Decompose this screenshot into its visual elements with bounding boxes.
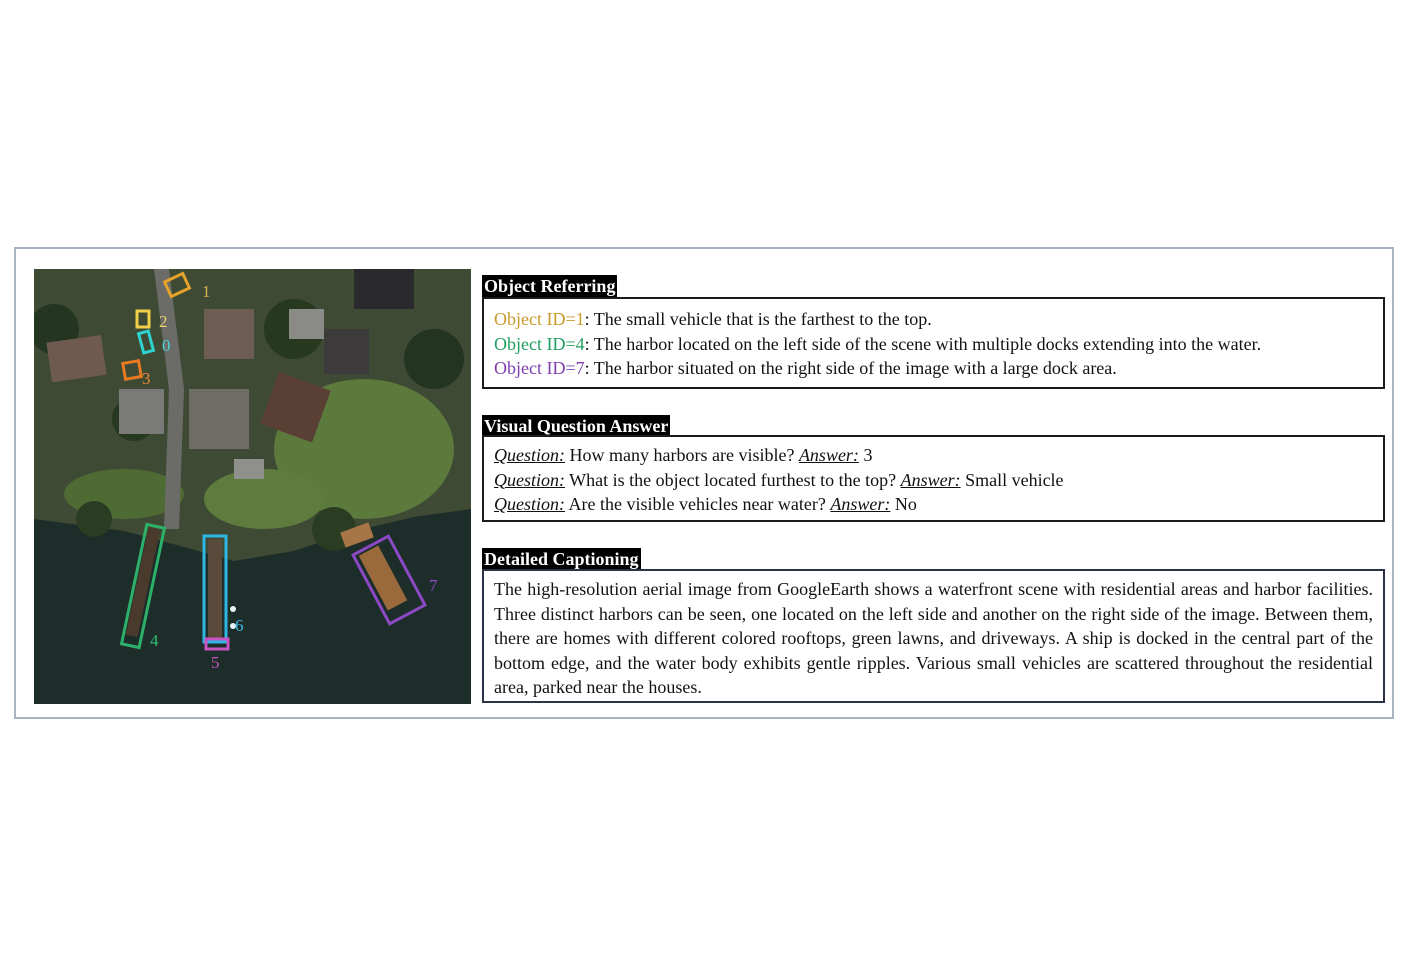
- referring-text-1: : The small vehicle that is the farthest to the top.: [584, 309, 932, 329]
- label-object-0: 0: [162, 336, 171, 355]
- question-text: What is the object located furthest to the top?: [565, 469, 901, 490]
- object-referring-box: [482, 297, 1385, 389]
- referring-item-1: [494, 307, 1373, 332]
- answer-label: Answer:: [830, 494, 891, 514]
- answer-text: 3: [858, 445, 873, 465]
- object-referring-title: Object Referring: [484, 276, 616, 296]
- question-text: How many harbors are visible?: [565, 445, 799, 465]
- question-label: Question:: [494, 494, 565, 514]
- referring-text-3: : The harbor situated on the right side of the image with a large dock area.: [584, 358, 1117, 378]
- aerial-image: [34, 269, 471, 704]
- referring-item-3: [494, 356, 1373, 381]
- question-label: Question:: [494, 445, 565, 465]
- label-object-4: 4: [150, 631, 159, 650]
- label-object-1: 1: [202, 282, 211, 301]
- answer-text: Small vehicle: [960, 469, 1064, 490]
- label-object-5: 5: [211, 653, 220, 672]
- referring-id-1: Object ID=1: [494, 309, 585, 329]
- answer-text: No: [890, 494, 917, 514]
- captioning-title: Detailed Captioning: [484, 549, 639, 569]
- vqa-item-2: [494, 468, 1373, 493]
- vqa-item-3: [494, 492, 1373, 517]
- label-object-3: 3: [142, 369, 151, 388]
- referring-item-2: [494, 332, 1373, 357]
- captioning-box: [482, 569, 1385, 703]
- answer-label: Answer:: [900, 469, 961, 490]
- aerial-scene: [34, 269, 471, 704]
- referring-text-2: : The harbor located on the left side of the scene with multiple docks extending into the water.: [584, 333, 1262, 354]
- vqa-box: [482, 435, 1385, 522]
- question-label: Question:: [494, 469, 565, 490]
- vqa-item-1: [494, 443, 1373, 468]
- label-object-6: 6: [235, 616, 244, 635]
- answer-label: Answer:: [798, 445, 859, 465]
- referring-id-3: Object ID=7: [494, 358, 585, 378]
- question-text: Are the visible vehicles near water?: [565, 494, 831, 514]
- label-object-7: 7: [429, 576, 438, 595]
- label-object-2: 2: [159, 312, 168, 331]
- vqa-title: Visual Question Answer: [484, 416, 669, 436]
- referring-id-2: Object ID=4: [494, 333, 585, 354]
- caption-text: The high-resolution aerial image from GoogleEarth shows a waterfront scene with residential areas and harbor facilities. Three distinct harbors can be seen, one located on the left side and another on the right side of the image. Between them, there are homes with different colored rooftops, green lawns, and driveways. A ship is docked in the central part of the bottom edge, and the water body exhibits gentle ripples. Various small vehicles are scattered throughout the residential area, parked near the houses.: [494, 579, 1373, 697]
